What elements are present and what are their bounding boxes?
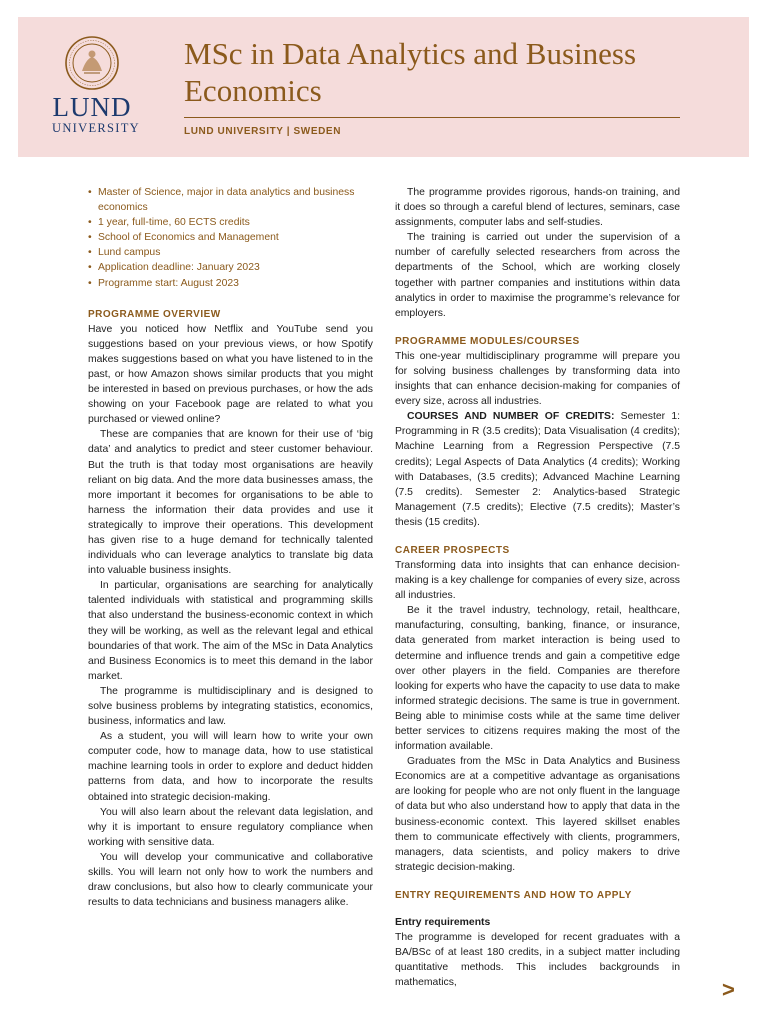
intro-paragraph: The programme provides rigorous, hands-on training, and it does so through a careful blend of lectures, seminars, case assignments, computer labs and self-studies. — [395, 187, 680, 229]
intro-paragraph: The training is carried out under the supervision of a number of carefully selected researchers from across the departments of the School, which are working closely together with partner companies and institutions within data analytics in order to maximise the programme’s relevance for employers. — [395, 232, 680, 319]
section-heading-career: CAREER PROSPECTS — [395, 544, 510, 556]
section-heading-overview: PROGRAMME OVERVIEW — [88, 308, 221, 320]
next-page-arrow[interactable]: > — [722, 977, 735, 1002]
right-column — [395, 185, 680, 990]
key-fact: • 1 year, full-time, 60 ECTS credits — [88, 215, 373, 230]
section-heading-entry: ENTRY REQUIREMENTS AND HOW TO APPLY — [395, 889, 632, 901]
credits-paragraph — [395, 409, 680, 530]
title-block — [184, 35, 684, 137]
key-fact: • School of Economics and Management — [88, 230, 373, 245]
section-heading-modules: PROGRAMME MODULES/COURSES — [395, 335, 580, 347]
page-subtitle: LUND UNIVERSITY | SWEDEN — [184, 126, 342, 137]
overview-paragraph: As a student, you will will learn how to write your own computer code, how to manage data, how to use statistical machine learning tools in order to explore and deduct hidden patterns from data, and how to incorporate the results obtained into strategic decision-making. — [88, 731, 373, 803]
key-fact: • Master of Science, major in data analytics and business economics — [88, 185, 373, 215]
university-seal-icon — [64, 35, 120, 91]
logo-wordmark: LUND — [52, 92, 132, 122]
header-banner — [18, 17, 749, 157]
career-paragraph: Graduates from the MSc in Data Analytics and Business Economics are at a competitive advantage as organisations are looking for people who are not only fluent in the language of data but who also understand how to apply that data in the business-economic context. This layered skillset enables them to communicate effectively with clients, programmers, managers, data scientists, and policy makers to drive strategic decision-making. — [395, 756, 680, 873]
key-fact: • Programme start: August 2023 — [88, 276, 373, 291]
credits-lead: COURSES AND NUMBER OF CREDITS: — [407, 411, 615, 423]
key-facts-list — [88, 185, 373, 291]
modules-paragraph: This one-year multidisciplinary programme will prepare you for solving business challenges by transforming data into insights that can enhance decision-making for companies of every size, across all industries. — [395, 350, 680, 408]
overview-paragraph: In particular, organisations are searching for analytically talented individuals with statistical and programming skills that also understand the business-economic context in which they will be working, as well as the relevant legal and ethical boundaries of that work. The aim of the MSc in Data Analytics and Business Economics is to meet this demand in the labor market. — [88, 580, 373, 682]
overview-paragraph: You will develop your communicative and collaborative skills. You will learn not only how to work the numbers and draw conclusions, but also how to clearly communicate your results to data technicians and business managers alike. — [88, 851, 373, 909]
key-fact: • Application deadline: January 2023 — [88, 260, 373, 275]
career-paragraph: Be it the travel industry, technology, retail, healthcare, manufacturing, consulting, banking, finance, or insurance, data generated from market interaction is being used to determine and influence trends and gain a competitive edge over other players in the field. Companies are therefore looking for experts who have the capacity to use data to make informed strategic decisions. The same is true in government. Being able to minimise costs while at the same time deliver better services to citizens requires making the most of the information available. — [395, 605, 680, 753]
page-title: MSc in Data Analytics and Business Economics — [184, 36, 637, 108]
overview-paragraph: Have you noticed how Netflix and YouTube send you suggestions based on your previous views, or how Spotify makes suggestions based on what you have listened to in the past, or how Amazon shows similar products that you might be interested in based on previous purchases, or how the ads showing on your Facebook page are related to what you purchased or viewed online? — [88, 323, 373, 426]
logo-subtitle: UNIVERSITY — [52, 121, 140, 135]
career-paragraph: Transforming data into insights that can enhance decision-making is a key challenge for companies of every size, across all industries. — [395, 559, 680, 602]
key-fact: • Lund campus — [88, 245, 373, 260]
overview-paragraph: These are companies that are known for their use of ‘big data’ and analytics to predict and steer customer behaviour. But the truth is that today most organisations are heavily reliant on big data. And the more data businesses amass, the more important it becomes for organisations to be able to harness the information their data provides and use it strategically to improve their operations. This development has given rise to a huge demand for technically talented individuals who can leverage analytics to translate big data into valuable business insights. — [88, 429, 373, 577]
credits-text: Semester 1: Programming in R (3.5 credits); Data Visualisation (4 credits); Machine Learning from a Regression Perspective (7.5 credits); Legal Aspects of Data Analytics (4 credits); Working with Databases, (3.5 credits); Advanced Machine Learning (7.5 credits). Semester 2: Analytics-based Strategic Management (7.5 credits); Elective (7.5 credits); Master’s thesis (15 credits). — [395, 411, 681, 528]
university-logo — [52, 35, 140, 135]
left-column — [88, 185, 373, 910]
entry-subheading: Entry requirements — [395, 916, 491, 928]
overview-paragraph: The programme is multidisciplinary and is designed to solve business problems by integrating statistics, economics, business, informatics and law. — [88, 685, 373, 728]
entry-paragraph: The programme is developed for recent graduates with a BA/BSc of at least 180 credits, in a subject matter including quantitative methods. This includes backgrounds in mathematics, — [395, 932, 680, 989]
overview-paragraph: You will also learn about the relevant data legislation, and why it is important to ensure regulatory compliance when working with sensitive data. — [88, 806, 373, 848]
title-divider — [184, 117, 680, 118]
